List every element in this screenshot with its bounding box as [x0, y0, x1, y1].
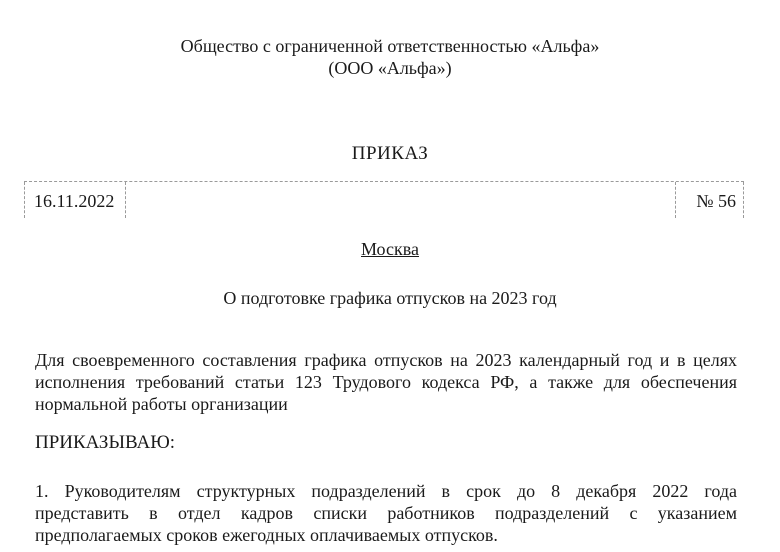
- document-city: [0, 238, 780, 260]
- field-divider: [675, 182, 676, 218]
- preamble-line: исполнения требований статьи 123 Трудового кодекса РФ, а также для обеспечения: [35, 372, 737, 392]
- document-date: 16.11.2022: [34, 191, 115, 211]
- organization-short-name: (ООО «Альфа»): [328, 58, 452, 78]
- preamble-paragraph: [35, 349, 737, 415]
- document-number: № 56: [696, 191, 736, 211]
- field-divider: [125, 182, 126, 218]
- document-subject: О подготовке графика отпусков на 2023 год: [223, 288, 557, 308]
- preamble-line: нормальной работы организации: [35, 394, 288, 414]
- order-heading: ПРИКАЗЫВАЮ:: [35, 432, 176, 453]
- order-item-line: предполагаемых сроков ежегодных оплачиваемых отпусков.: [35, 525, 498, 545]
- order-item-line: представить в отдел кадров списки работников подразделений с указанием: [35, 503, 737, 523]
- date-number-row: [24, 181, 744, 218]
- order-item-1: [35, 480, 737, 546]
- preamble-line: Для своевременного составления графика отпусков на 2023 календарный год и в целях: [35, 350, 737, 370]
- order-item-line: 1. Руководителям структурных подразделений в срок до 8 декабря 2022 года: [35, 481, 737, 501]
- field-divider: [24, 182, 25, 218]
- document-title: ПРИКАЗ: [351, 143, 429, 164]
- organization-full-name: Общество с ограниченной ответственностью «Альфа»: [180, 36, 600, 56]
- field-divider: [743, 182, 744, 218]
- city-name: Москва: [361, 239, 419, 259]
